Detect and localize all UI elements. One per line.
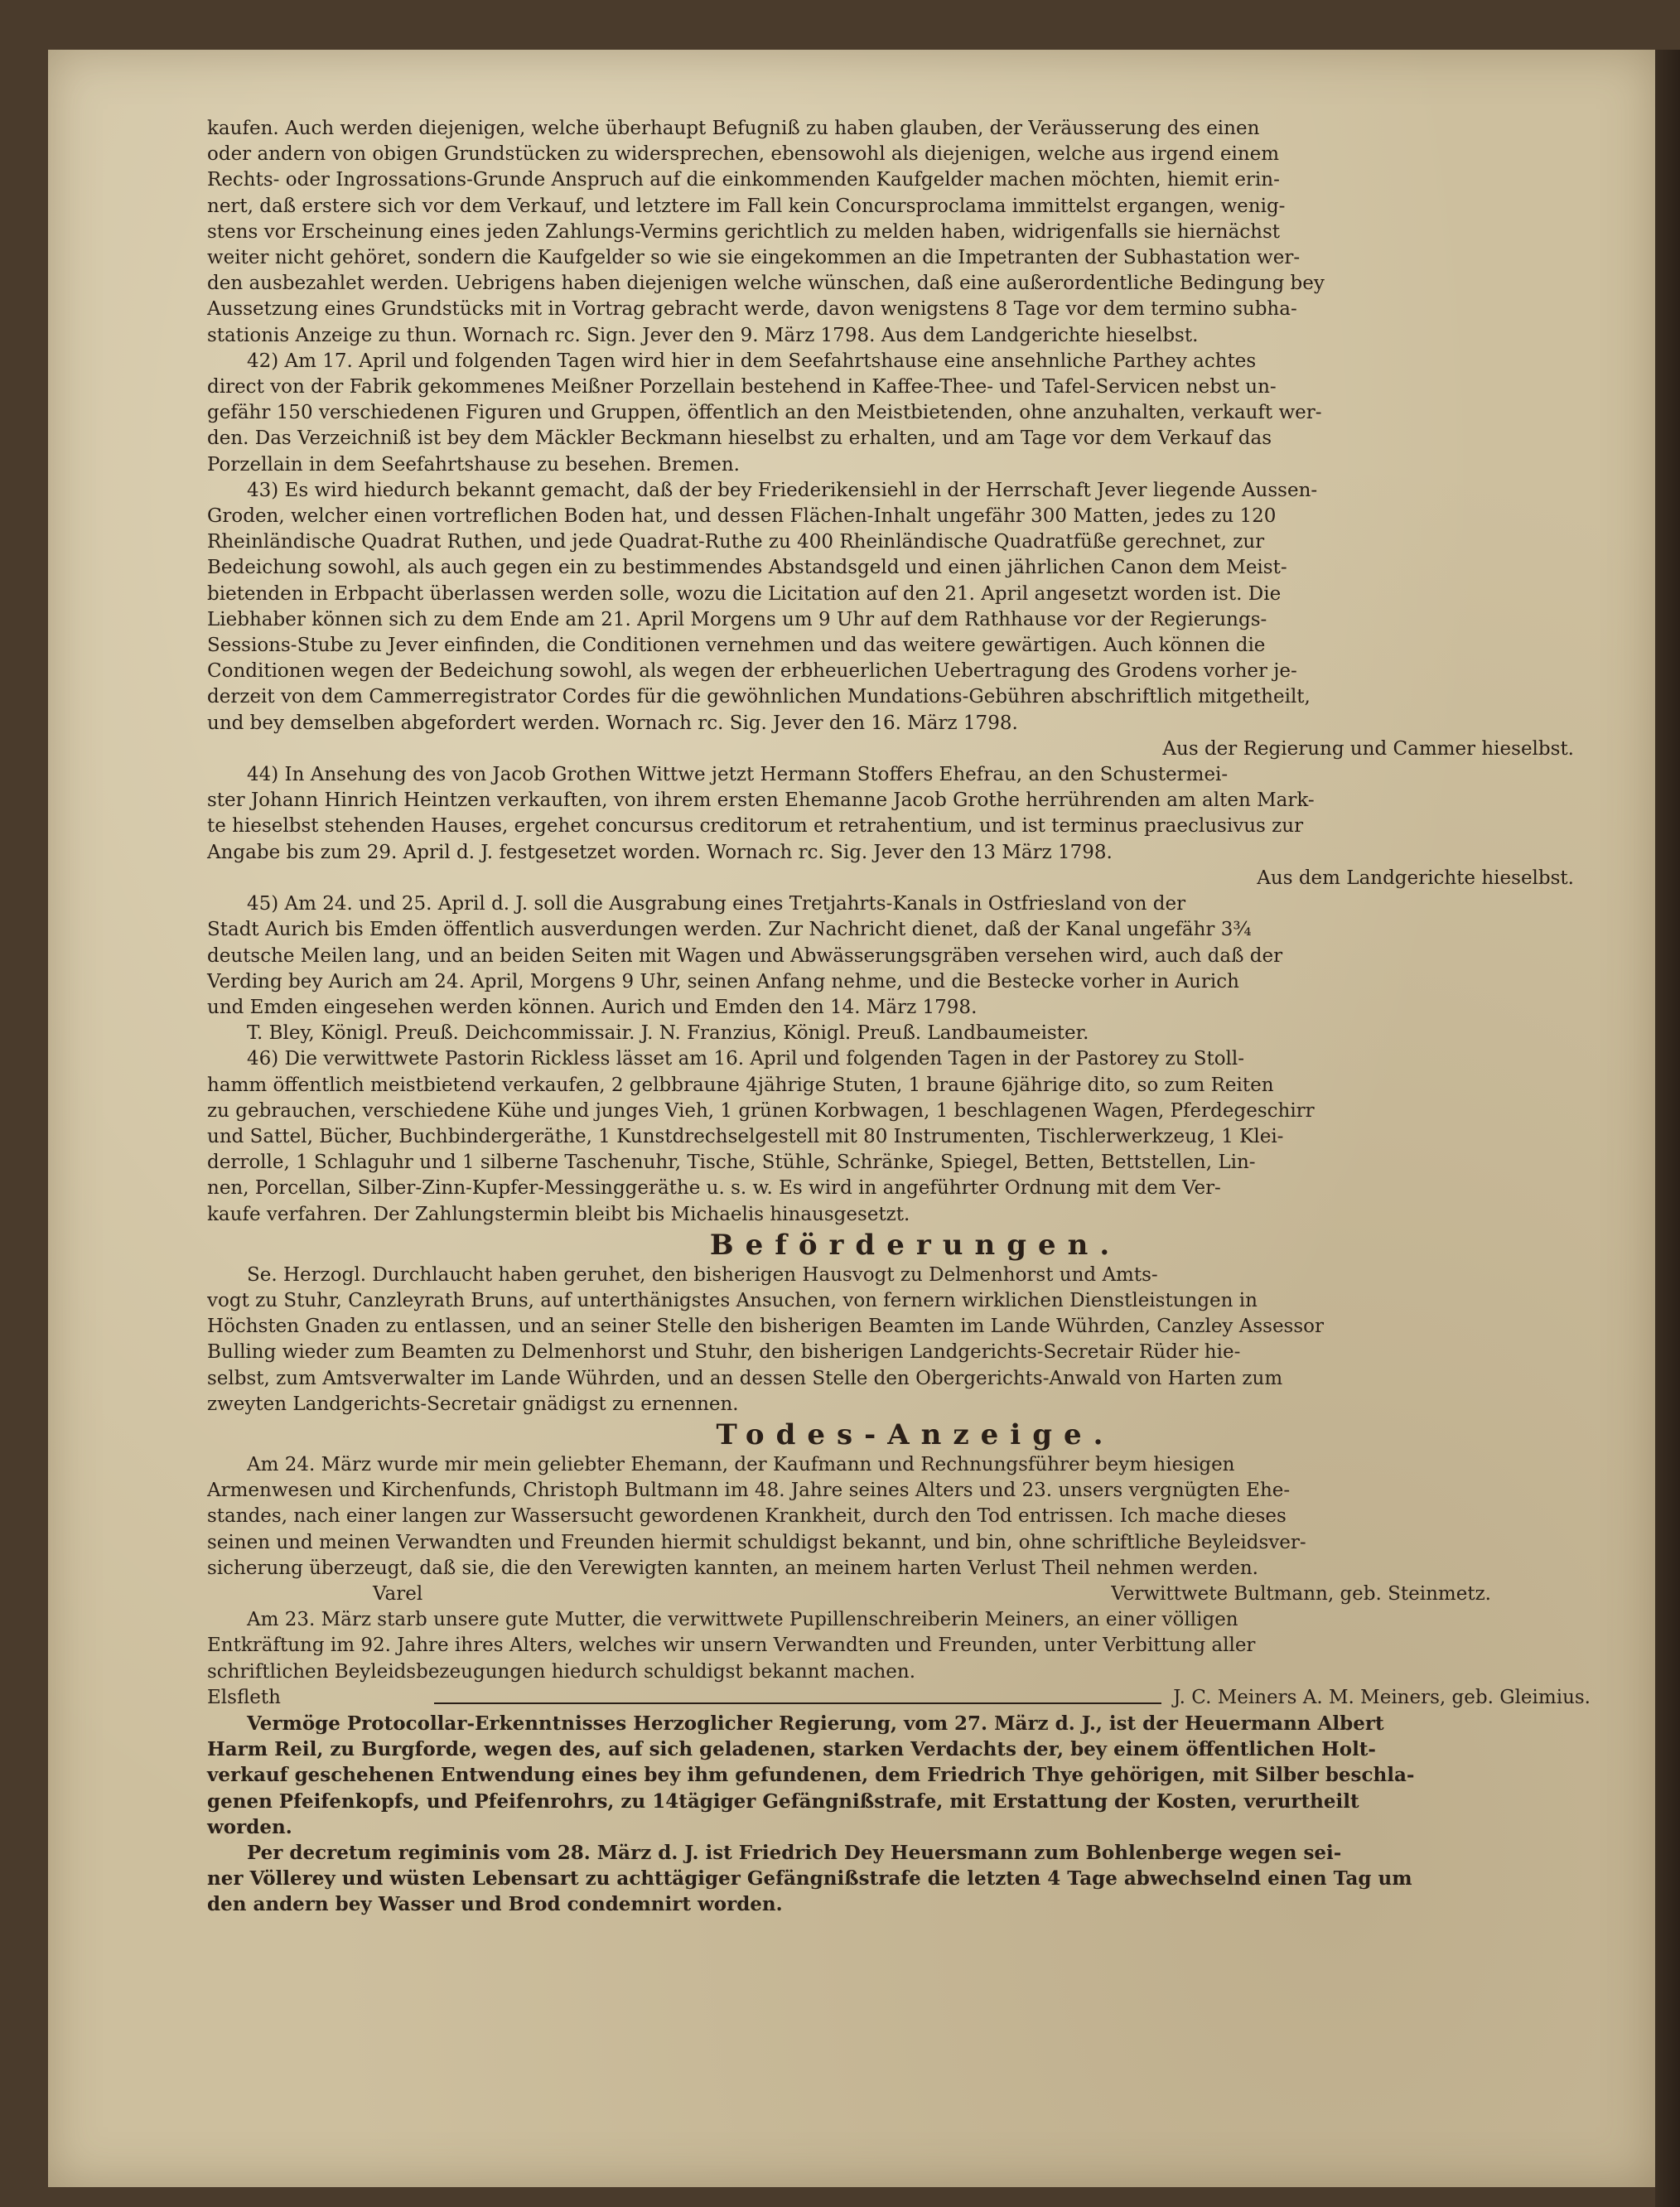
text-line: selbst, zum Amtsverwalter im Lande Wührden, und an dessen Stelle den Obergerichts-Anwald von Harten zum	[207, 1367, 1283, 1389]
text-line: Rechts- oder Ingrossations-Grunde Anspruch auf die einkommenden Kaufgelder machen möchten, hiemit erin-	[207, 169, 1280, 191]
text-line: 43) Es wird hiedurch bekannt gemacht, daß der bey Friederikensiehl in der Herrschaft Jever liegende Aussen-	[247, 479, 1318, 501]
book-edge	[1655, 50, 1680, 2207]
text-line: Harm Reil, zu Burgforde, wegen des, auf sich geladenen, starken Verdachts der, bey einem öffentlichen Holt-	[207, 1738, 1376, 1761]
text-line: Entkräftung im 92. Jahre ihres Alters, welches wir unsern Verwandten und Freunden, unter Verbittung aller	[207, 1635, 1256, 1657]
text-line: Vermöge Protocollar-Erkenntnisses Herzoglicher Regierung, vom 27. März d. J., ist der Heuermann Albert	[247, 1712, 1384, 1735]
text-line: ster Johann Hinrich Heintzen verkauften, von ihrem ersten Ehemanne Jacob Grothe herrührenden am alten Mark-	[207, 790, 1315, 812]
text-line: Per decretum regiminis vom 28. März d. J. ist Friedrich Dey Heuersmann zum Bohlenberge wegen sei-	[247, 1842, 1342, 1864]
text-line: Aussetzung eines Grundstücks mit in Vortrag gebracht werde, davon wenigstens 8 Tage vor dem termino subha-	[207, 298, 1297, 321]
text-line: sicherung überzeugt, daß sie, die den Verewigten kannten, an meinem harten Verlust Theil nehmen werden.	[207, 1557, 1258, 1579]
text-line: derzeit von dem Cammerregistrator Cordes für die gewöhnlichen Mundations-Gebühren abschriftlich mitgetheilt,	[207, 686, 1311, 708]
text-line: genen Pfeifenkopfs, und Pfeifenrohrs, zu 14tägiger Gefängnißstrafe, mit Erstattung der Kosten, verurtheilt	[207, 1789, 1359, 1813]
text-line: Liebhaber können sich zu dem Ende am 21. April Morgens um 9 Uhr auf dem Rathhause vor der Regierungs-	[207, 608, 1267, 630]
text-line: Se. Herzogl. Durchlaucht haben geruhet, den bisherigen Hausvogt zu Delmenhorst und Amts-	[247, 1263, 1158, 1286]
signature-rule	[434, 1685, 1161, 1704]
signature-line: Aus der Regierung und Cammer hieselbst.	[1162, 737, 1574, 760]
text-line: und Emden eingesehen werden können. Aurich und Emden den 14. März 1798.	[207, 996, 978, 1018]
text-line: Conditionen wegen der Bedeichung sowohl, als wegen der erbheuerlichen Uebertragung des Grodens vorher je-	[207, 660, 1297, 683]
text-line: und bey demselben abgefordert werden. Wornach rc. Sig. Jever den 16. März 1798.	[207, 712, 1018, 734]
text-line: 42) Am 17. April und folgenden Tagen wird hier in dem Seefahrtshause eine ansehnliche Parthey achtes	[247, 350, 1257, 372]
text-line: zweyten Landgerichts-Secretair gnädigst zu ernennen.	[207, 1393, 739, 1415]
text-line: verkauf geschehenen Entwendung eines bey ihm gefundenen, dem Friedrich Thye gehörigen, mit Silber beschla-	[207, 1764, 1415, 1787]
text-line: kaufe verfahren. Der Zahlungstermin bleibt bis Michaelis hinausgesetzt.	[207, 1203, 910, 1225]
text-line: Armenwesen und Kirchenfunds, Christoph Bultmann im 48. Jahre seines Alters und 23. unsers vergnügten Ehe-	[207, 1480, 1291, 1502]
text-line: gefähr 150 verschiedenen Figuren und Gruppen, öffentlich an den Meistbietenden, ohne anzuhalten, verkauft wer-	[207, 402, 1322, 424]
text-line: Rheinländische Quadrat Ruthen, und jede Quadrat-Ruthe zu 400 Rheinländische Quadratfüße gerechnet, zur	[207, 531, 1265, 553]
signature: J. C. Meiners A. M. Meiners, geb. Gleimius.	[1173, 1686, 1591, 1708]
section-heading: Beförderungen.	[709, 1228, 1122, 1262]
text-line: nert, daß erstere sich vor dem Verkauf, und letztere im Fall kein Concursproclama immittelst ergangen, wenig-	[207, 195, 1286, 217]
text-line: bietenden in Erbpacht überlassen werden solle, wozu die Licitation auf den 21. April angesetzt worden ist. Die	[207, 582, 1282, 605]
text-line: stens vor Erscheinung eines jeden Zahlungs-Vermins gerichtlich zu melden haben, widrigenfalls sie hiernächst	[207, 220, 1281, 243]
text-line: Am 24. März wurde mir mein geliebter Ehemann, der Kaufmann und Rechnungsführer beym hiesigen	[247, 1453, 1235, 1475]
text-line: worden.	[207, 1815, 292, 1838]
text-line: Verding bey Aurich am 24. April, Morgens 9 Uhr, seinen Anfang nehme, und die Bestecke vorher in Aurich	[207, 970, 1239, 992]
text-line: den. Das Verzeichniß ist bey dem Mäckler Beckmann hieselbst zu erhalten, und am Tage vor dem Verkauf das	[207, 427, 1272, 450]
text-line: direct von der Fabrik gekommenes Meißner Porzellain bestehend in Kaffee-Thee- und Tafel-Servicen nebst un-	[207, 376, 1277, 398]
text-line: stationis Anzeige zu thun. Wornach rc. Sign. Jever den 9. März 1798. Aus dem Landgerichte hieselbst.	[207, 324, 1199, 346]
place-name: Elsfleth	[207, 1686, 281, 1708]
place-name: Varel	[373, 1582, 423, 1605]
text-line: weiter nicht gehöret, sondern die Kaufgelder so wie sie eingekommen an die Impetranten der Subhastation wer-	[207, 247, 1301, 269]
text-line: hamm öffentlich meistbietend verkaufen, 2 gelbbraune 4jährige Stuten, 1 braune 6jährige dito, so zum Reiten	[207, 1074, 1274, 1096]
text-line: und Sattel, Bücher, Buchbindergeräthe, 1 Kunstdrechselgestell mit 80 Instrumenten, Tischlerwerkzeug, 1 Klei-	[207, 1125, 1284, 1147]
text-line: Sessions-Stube zu Jever einfinden, die Conditionen vernehmen und das weitere gewärtigen. Auch können die	[207, 635, 1266, 657]
signature-row	[207, 1582, 1624, 1607]
text-line: 45) Am 24. und 25. April d. J. soll die Ausgrabung eines Tretjahrts-Kanals in Ostfriesland von der	[247, 893, 1186, 915]
signature-line: Aus dem Landgerichte hieselbst.	[1257, 867, 1574, 889]
text-line: den andern bey Wasser und Brod condemnirt worden.	[207, 1893, 783, 1916]
text-line: te hieselbst stehenden Hauses, ergehet concursus creditorum et retrahentium, und ist terminus praeclusivus zur	[207, 815, 1304, 838]
text-line: vogt zu Stuhr, Canzleyrath Bruns, auf unterthänigstes Ansuchen, von fernern wirklichen Dienstleistungen in	[207, 1289, 1258, 1311]
text-line: Bedeichung sowohl, als auch gegen ein zu bestimmendes Abstandsgeld und einen jährlichen Canon dem Meist-	[207, 557, 1287, 579]
text-line: Porzellain in dem Seefahrtshause zu besehen. Bremen.	[207, 453, 740, 476]
text-line: den ausbezahlet werden. Uebrigens haben diejenigen welche wünschen, daß eine außerordentliche Bedingung bey	[207, 273, 1325, 295]
signature-line: T. Bley, Königl. Preuß. Deichcommissair. J. N. Franzius, Königl. Preuß. Landbaumeister.	[247, 1022, 1089, 1045]
text-line: oder andern von obigen Grundstücken zu widersprechen, ebensowohl als diejenigen, welche aus irgend einem	[207, 143, 1280, 166]
text-line: 46) Die verwittwete Pastorin Rickless lässet am 16. April und folgenden Tagen in der Pastorey zu Stoll-	[247, 1048, 1245, 1070]
page-text	[207, 116, 1624, 2121]
signature-row	[207, 1685, 1624, 1711]
text-line: 44) In Ansehung des von Jacob Grothen Wittwe jetzt Hermann Stoffers Ehefrau, an den Schustermei-	[247, 764, 1229, 786]
text-line: seinen und meinen Verwandten und Freunden hiermit schuldigst bekannt, und bin, ohne schriftliche Beyleidsver-	[207, 1531, 1306, 1553]
text-line: Höchsten Gnaden zu entlassen, und an seiner Stelle den bisherigen Beamten im Lande Wührden, Canzley Assessor	[207, 1316, 1325, 1338]
text-line: schriftlichen Beyleidsbezeugungen hiedurch schuldigst bekannt machen.	[207, 1660, 916, 1683]
text-line: derrolle, 1 Schlaguhr und 1 silberne Taschenuhr, Tische, Stühle, Schränke, Spiegel, Betten, Bettstellen, Lin-	[207, 1152, 1256, 1174]
text-line: Stadt Aurich bis Emden öffentlich ausverdungen werden. Zur Nachricht dienet, daß der Kanal ungefähr 3¾	[207, 919, 1252, 941]
text-line: Am 23. März starb unsere gute Mutter, die verwittwete Pupillenschreiberin Meiners, an einer völligen	[247, 1609, 1238, 1631]
section-heading: Todes-Anzeige.	[716, 1417, 1115, 1451]
text-line: deutsche Meilen lang, und an beiden Seiten mit Wagen und Abwässerungsgräben versehen wird, auch daß der	[207, 944, 1283, 967]
text-line: kaufen. Auch werden diejenigen, welche überhaupt Befugniß zu haben glauben, der Veräusserung des einen	[207, 118, 1260, 139]
text-line: ner Völlerey und wüsten Lebensart zu achttägiger Gefängnißstrafe die letzten 4 Tage abwechselnd einen Tag um	[207, 1867, 1412, 1891]
text-line: Groden, welcher einen vortreflichen Boden hat, und dessen Flächen-Inhalt ungefähr 300 Matten, jedes zu 120	[207, 505, 1277, 528]
text-line: Bulling wieder zum Beamten zu Delmenhorst und Stuhr, den bisherigen Landgerichts-Secretair Rüder hie-	[207, 1341, 1241, 1364]
text-line: nen, Porcellan, Silber-Zinn-Kupfer-Messinggeräthe u. s. w. Es wird in angeführter Ordnung mit dem Ver-	[207, 1177, 1221, 1200]
text-line: zu gebrauchen, verschiedene Kühe und junges Vieh, 1 grünen Korbwagen, 1 beschlagenen Wagen, Pferdegeschirr	[207, 1099, 1315, 1122]
signature: Verwittwete Bultmann, geb. Steinmetz.	[1111, 1582, 1491, 1605]
text-line: Angabe bis zum 29. April d. J. festgesetzet worden. Wornach rc. Sig. Jever den 13 März 1798.	[207, 841, 1113, 863]
text-line: standes, nach einer langen zur Wassersucht gewordenen Krankheit, durch den Tod entrissen. Ich mache dieses	[207, 1505, 1287, 1528]
